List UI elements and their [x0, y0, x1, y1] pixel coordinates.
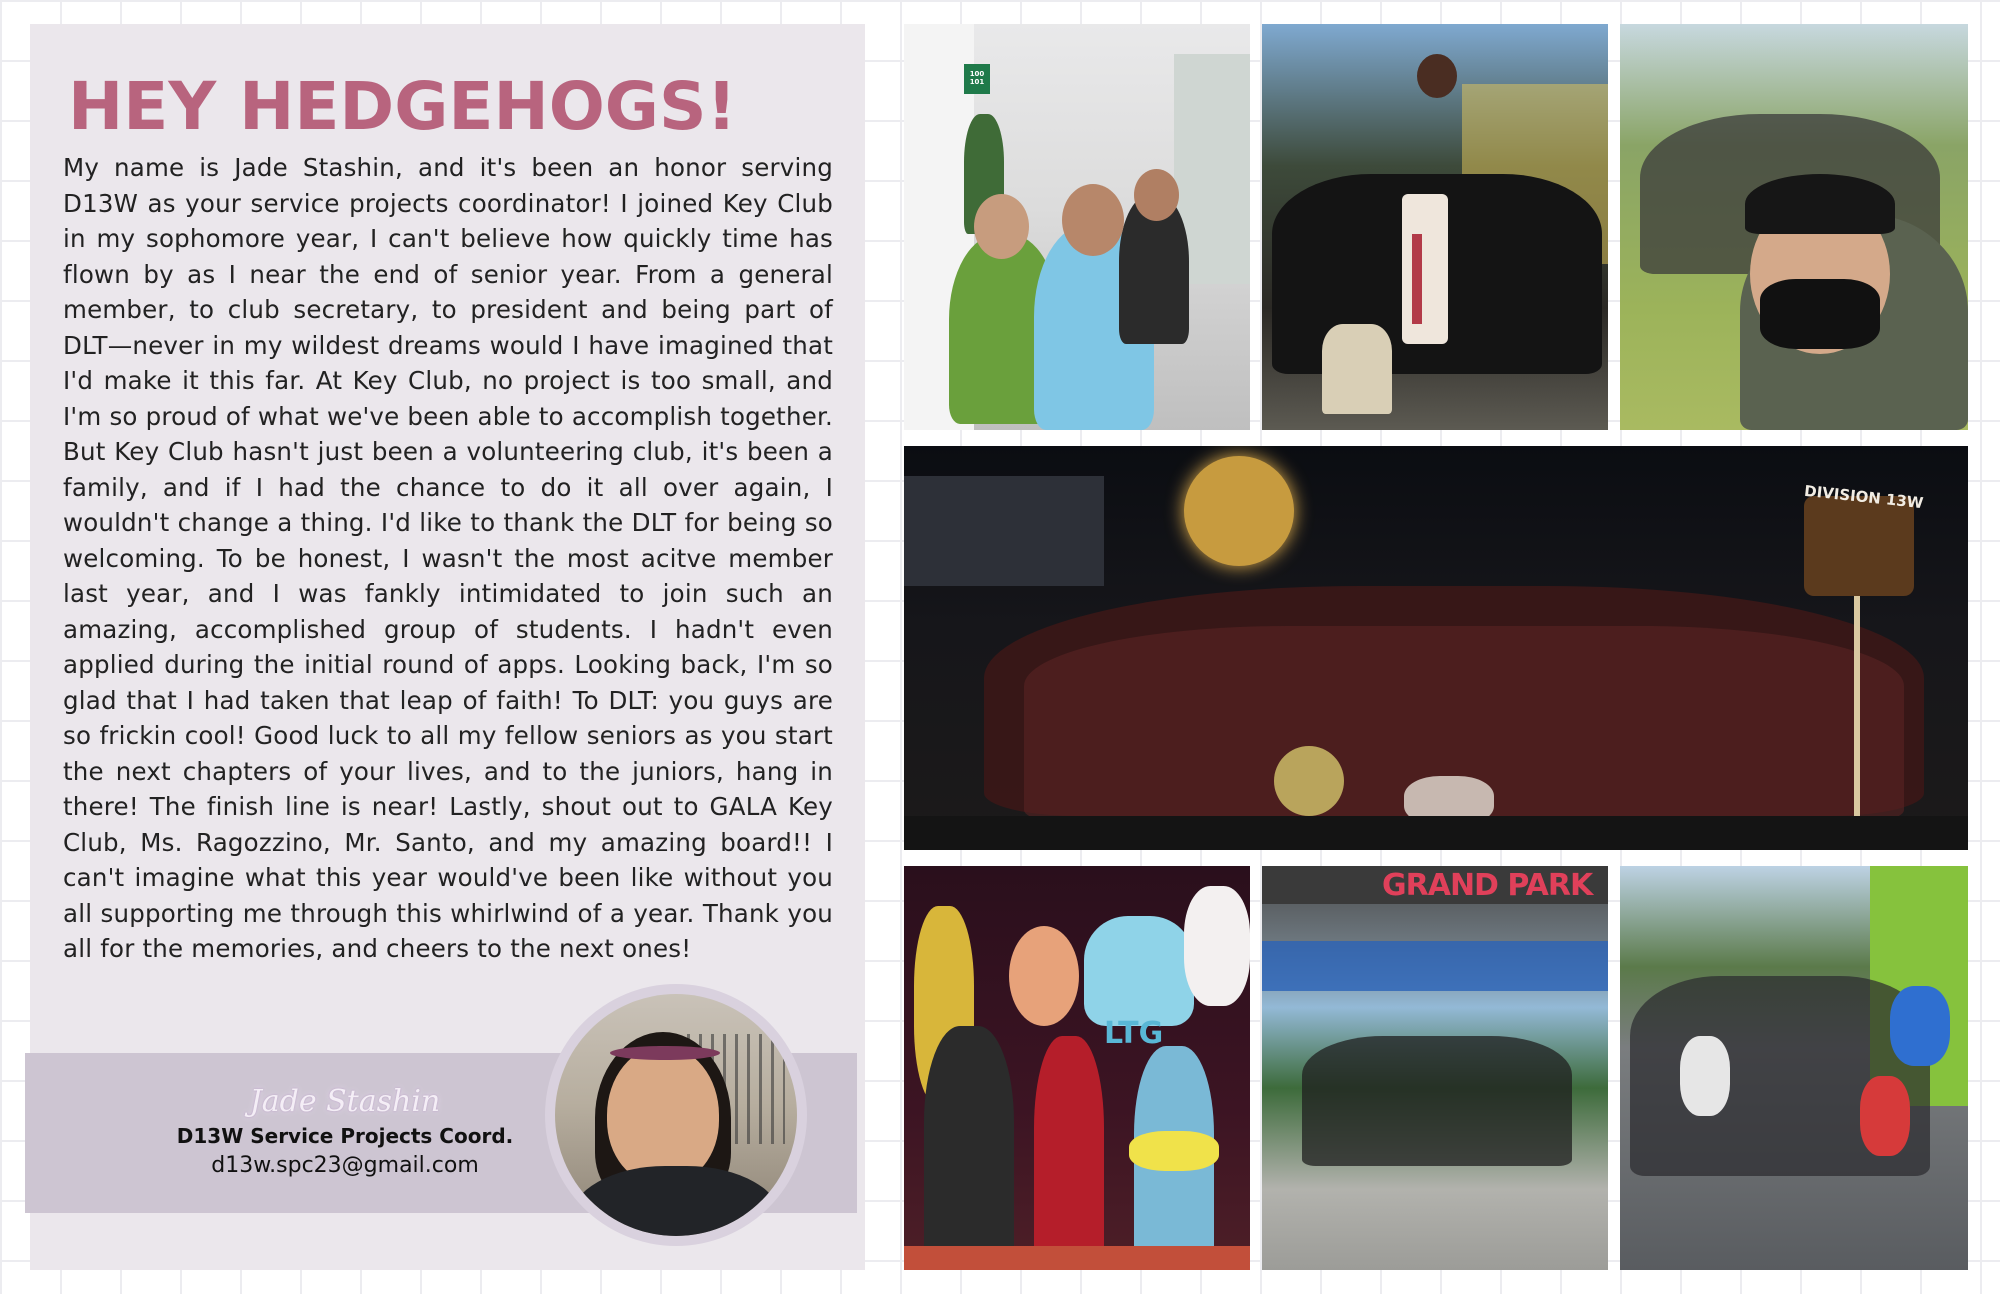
letter-body: My name is Jade Stashin, and it's been an honor serving D13W as your service projects coordinator! I joined Key Club in my sophomore year, I can't believe how quickly time has flown by as I near the end of senior year. From a general member, to club secretary, to president and being part of DLT—never in my wildest dreams would I have imagined that I'd make it this far. At Key Club, no project is too small, and I'm so proud of what we've been able to accomplish together. But Key Club hasn't just been a volunteering club, it's been a family, and if I had the chance to do it all over again, I wouldn't change a thing. I'd like to thank the DLT for being so welcoming. To be honest, I wasn't the most acitve member last year, and I was fankly intimidated to join such an amazing, accomplished group of students. I hadn't even applied during the initial round of apps. Looking back, I'm so glad that I had taken that leap of faith! To DLT: you guys are so frickin cool! Good luck to all my fellow seniors as you start the next chapters of your lives, and to the juniors, hang in there! The finish line is near! Lastly, shout out to GALA Key Club, Ms. Ragozzino, Mr. Santo, and my amazing board!! I can't imagine what this year would've been like without you all supporting me through this whirlwind of a year. Thank you all for the memories, and cheers to the next ones!	[63, 153, 833, 963]
signature-name: Jade Stashin	[249, 1084, 441, 1119]
photo-division-group-night	[904, 446, 1968, 850]
photo-street-crowd	[1620, 866, 1968, 1270]
avatar	[545, 984, 807, 1246]
photo-grand-park	[1262, 866, 1608, 1270]
grand-park-banner: GRAND PARK	[1382, 868, 1593, 903]
signature-email: d13w.spc23@gmail.com	[211, 1153, 479, 1178]
avatar-photo	[555, 994, 797, 1236]
photo-hallway-selfie	[904, 24, 1250, 430]
division-sign: DIVISION 13W	[1803, 481, 1925, 513]
photo-stage-costumes	[904, 866, 1250, 1270]
photo-park-selfie	[1620, 24, 1968, 430]
signature-role: D13W Service Projects Coord.	[176, 1124, 514, 1148]
photo-ltg-group-night	[1262, 24, 1608, 430]
ltg-sign: LTG	[1104, 1016, 1164, 1051]
room-sign: 100 101	[969, 70, 985, 86]
page-title: HEY HEDGEHOGS!	[68, 68, 737, 145]
